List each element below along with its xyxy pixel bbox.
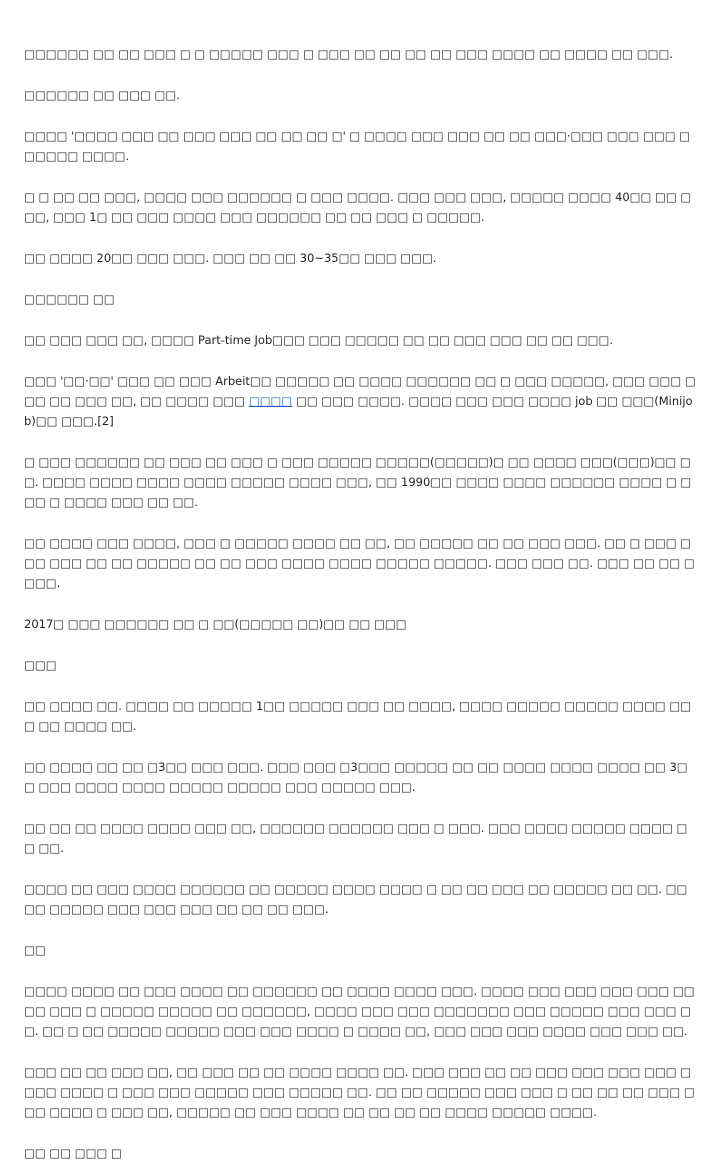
caption: 2017□ □□□ □□□□□□ □□ □ □□(□□□□□ □□)□□ □□ □□□ [24, 617, 407, 631]
paragraph-6: □□ □□□ □□□ □□, □□□□ Part-time Job□□□ □□□ □□□□□ □□ □□ □□□ □□□ □□ □□ □□□. [24, 333, 614, 347]
paragraph-3: □□□□ '□□□□ □□□ □□ □□□ □□□ □□ □□ □□ □' □ □□□□ □□□ □□□ □□ □□ □□□·□□□ □□□ □□□ □□□□□□ □□□□. [24, 129, 691, 163]
paragraph-2: □□□□□□ □□ □□□ □□. [24, 88, 180, 102]
section-heading-2: □□□ [24, 658, 57, 672]
paragraph-7-before: □□□ '□□·□□' □□□ □□ □□□ Arbeit□□ □□□□□ □□ □□□□ □□□□□□ □□ □ □□□ □□□□□, □□□ □□□ □□□ □□ □□□ □□, □□ □□□□ □□□ [24, 374, 696, 408]
paragraph-10: □□ □□□□ □□. □□□□ □□ □□□□□ 1□□ □□□□□ □□□ □□ □□□□, □□□□ □□□□□ □□□□□ □□□□ □□□ □□ □□□□ □□. [24, 699, 692, 733]
paragraph-15: □□□ □□ □□ □□□ □□, □□ □□□ □□ □□ □□□□ □□□□ □□. □□□ □□□ □□ □□ □□□ □□□ □□□ □□□ □□□□ □□□□ □ □□□ □□□ □□□□□ □□□ □□□□□ □□. □□ □□ □□□□□ □□□ □□□ □ □□ □□ □□ □□□ □□□ □□□□ □ □□□ □□, □□□□□ □□ □□□ □□□□ □□ □□ □□ □□ □□□□ □□□□□ □□□□. [24, 1065, 695, 1119]
paragraph-9: □□ □□□□ □□□ □□□□, □□□ □ □□□□□ □□□□ □□ □□, □□ □□□□□ □□ □□ □□□ □□□. □□ □ □□□ □□□ □□□ □□ □□ □□□□□ □□ □□ □□□ □□□□ □□□□ □□□□□ □□□□□. □□□ □□□ □□. □□□ □□ □□ □□□□. [24, 536, 695, 590]
paragraph-14: □□□□ □□□□ □□ □□□ □□□□ □□ □□□□□□ □□ □□□□ □□□□ □□□. □□□□ □□□ □□□ □□□ □□□ □□□□ □□□ □ □□□□□ □□□□□ □□ □□□□□□, □□□□ □□□ □□□ □□□□□□□ □□□ □□□□□ □□□ □□□ □□. □□ □ □□ □□□□□ □□□□□ □□□ □□□ □□□□ □ □□□□ □□, □□□ □□□ □□□ □□□□ □□□ □□□ □□. [24, 984, 695, 1038]
paragraph-5: □□ □□□□ 20□□ □□□ □□□. □□□ □□ □□ 30~35□□ □□□ □□□. [24, 251, 437, 265]
paragraph-8: □ □□□ □□□□□□ □□ □□□ □□ □□□ □ □□□ □□□□□ □□□□□(□□□□□)□ □□ □□□□ □□□(□□□)□□ □□. □□□□ □□□□ □□□□ □□□□ □□□□□ □□□□ □□□, □□ 1990□□ □□□□ □□□□ □□□□□□ □□□□ □ □□□ □ □□□□ □□□ □□ □□. [24, 455, 692, 509]
paragraph-1: □□□□□□ □□ □□ □□□ □ □ □□□□□ □□□ □ □□□ □□ □□ □□ □□ □□□ □□□□ □□ □□□□ □□ □□□. [24, 47, 673, 61]
paragraph-11: □□ □□□□ □□ □□ □3□□ □□□ □□□. □□□ □□□ □3□□□ □□□□□ □□ □□ □□□□ □□□□ □□□□ □□ 3□□ □□□ □□□□ □□□□ □□□□□ □□□□□ □□□ □□□□□ □□□. [24, 760, 688, 794]
section-heading-3: □□ [24, 943, 46, 957]
inline-link[interactable]: □□□□ [248, 394, 293, 408]
paragraph-4: □ □ □□ □□ □□□, □□□□ □□□ □□□□□□ □ □□□ □□□□. □□□ □□□ □□□, □□□□□ □□□□ 40□□ □□ □□□, □□□ 1□ □□ □□□ □□□□ □□□ □□□□□□ □□ □□ □□□ □ □□□□□. [24, 190, 692, 224]
paragraph-12: □□ □□ □□ □□□□ □□□□ □□□ □□, □□□□□□ □□□□□□ □□□ □ □□□. □□□ □□□□ □□□□□ □□□□ □□ □□. [24, 821, 688, 855]
paragraph-13: □□□□ □□ □□□ □□□□ □□□□□□ □□ □□□□□ □□□□ □□□□ □ □□ □□ □□□ □□ □□□□□ □□ □□. □□ □□ □□□□□ □□□ □□□ □□□ □□ □□ □□ □□□. [24, 882, 688, 916]
paragraph-7-after: □□ □□□ □□□□. □□□□ □□□ □□□ □□□□ job □□ □□□(Minijob)□□ □□□.[2] [24, 394, 693, 428]
paragraph-7 [24, 371, 696, 431]
section-heading-1: □□□□□□ □□ [24, 292, 115, 306]
paragraph-16: □□ □□ □□□ □ [24, 1146, 122, 1160]
